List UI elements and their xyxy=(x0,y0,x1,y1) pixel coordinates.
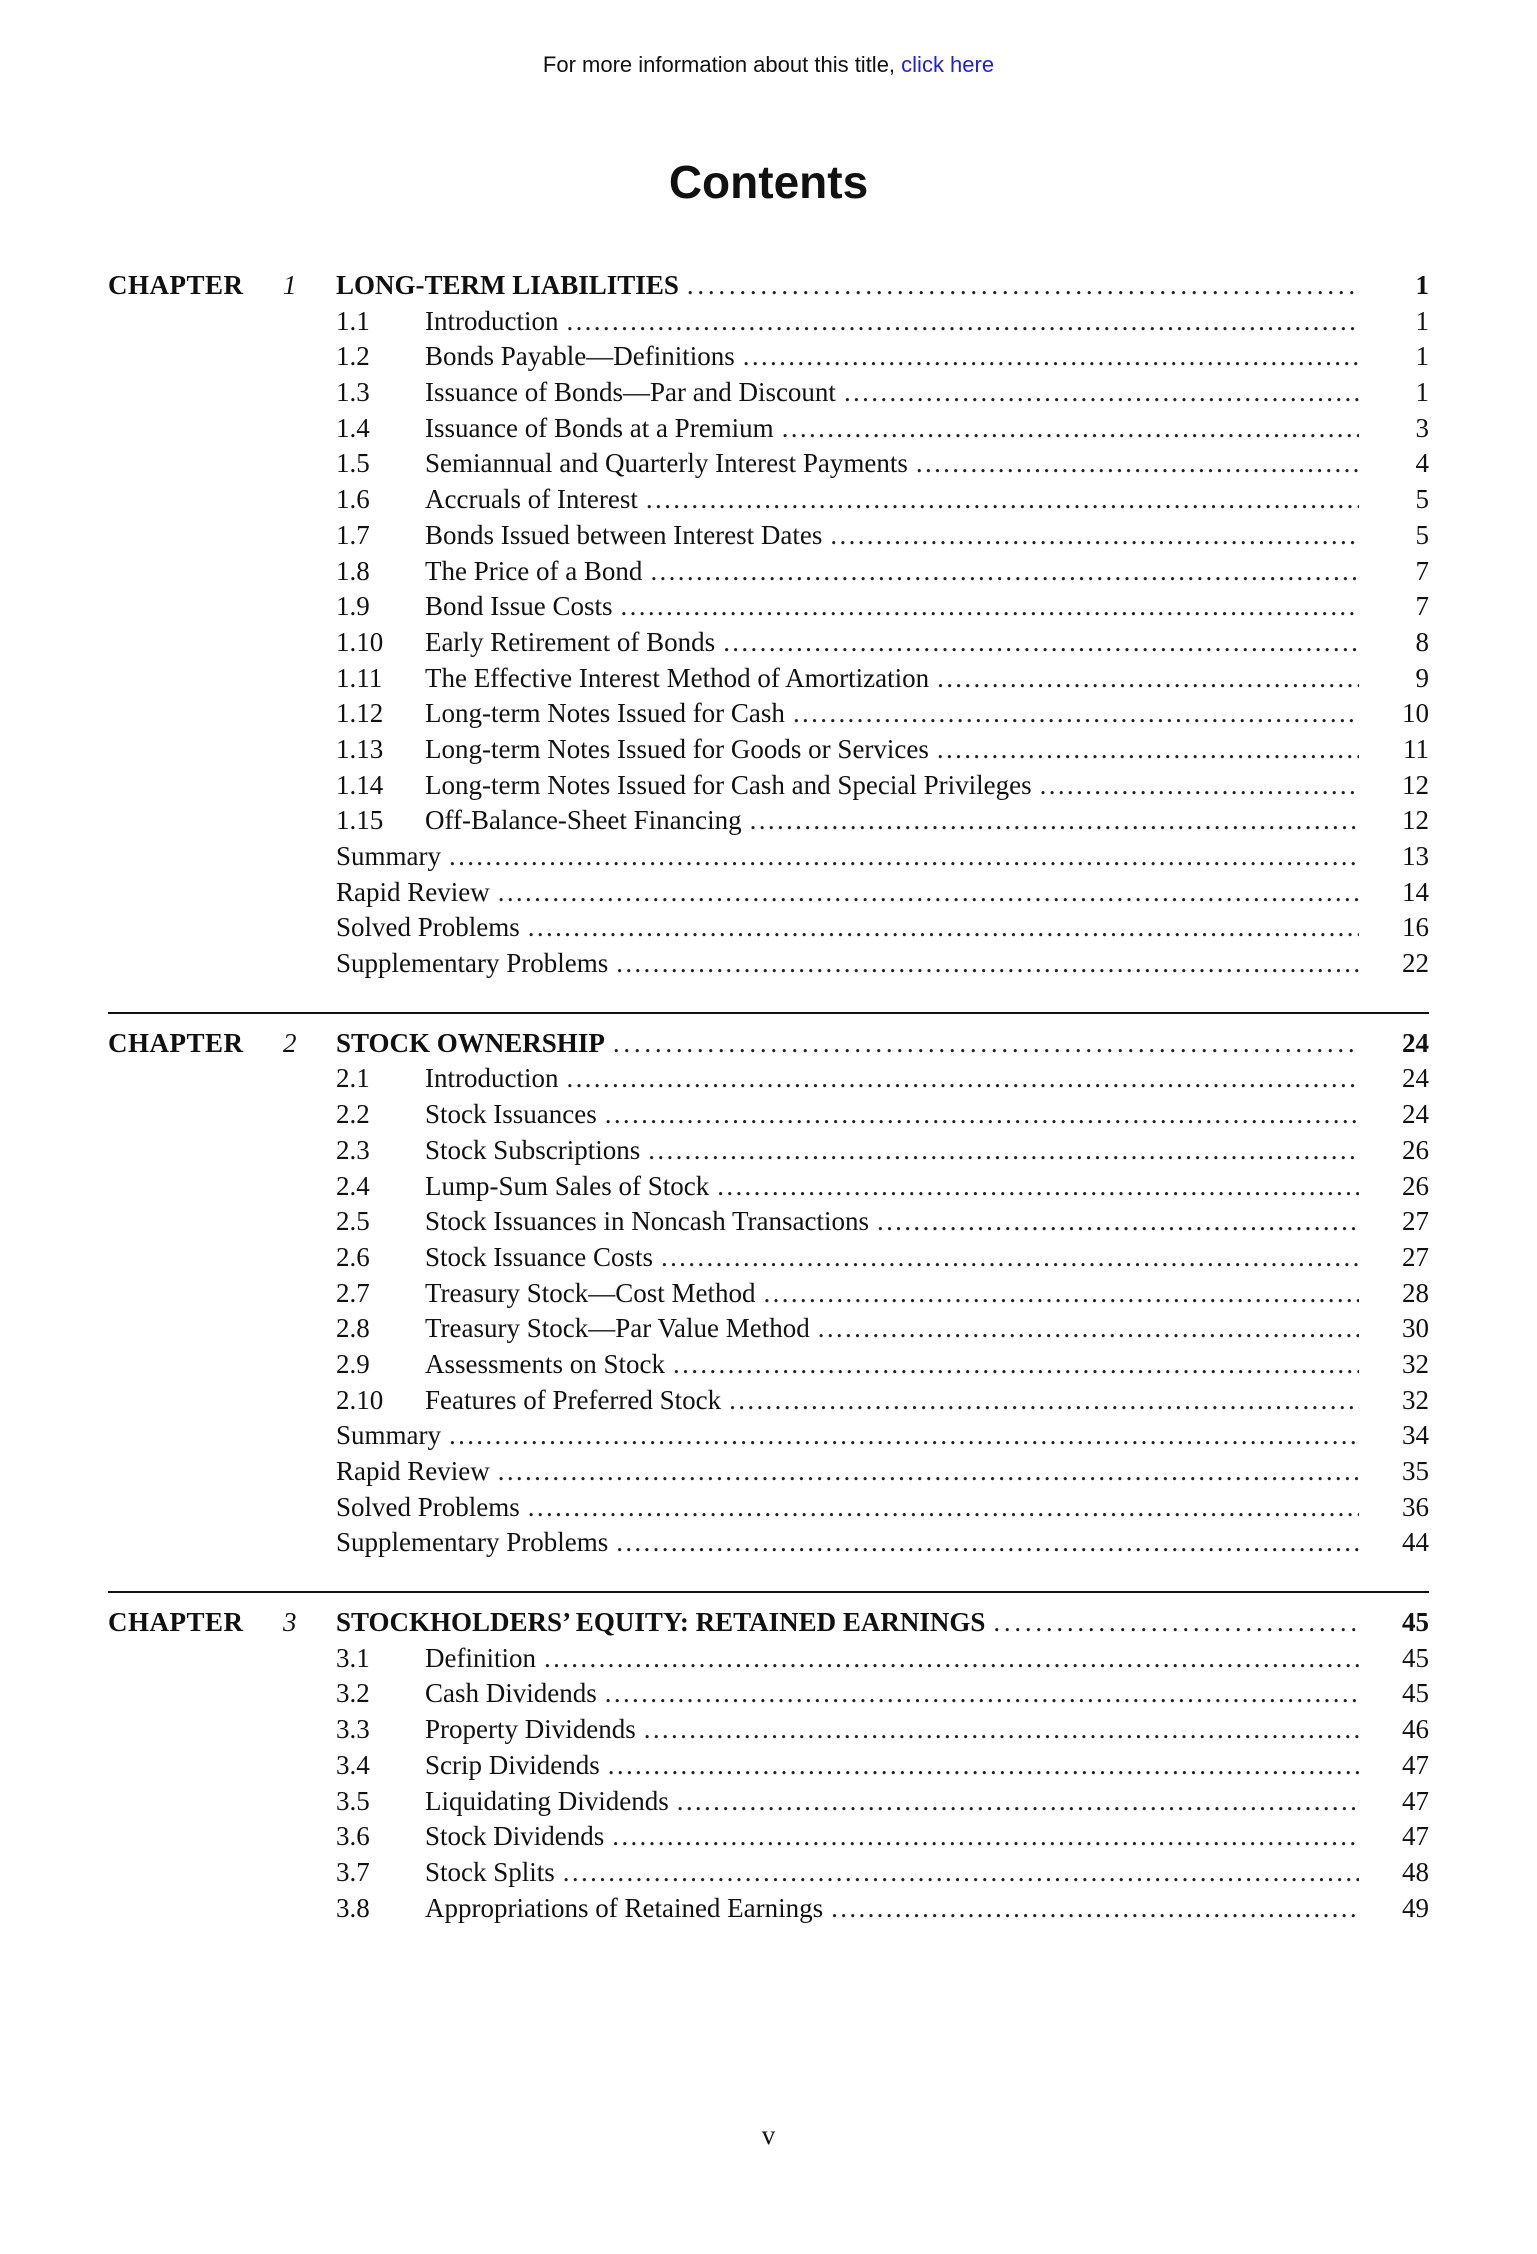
toc-entry[interactable] xyxy=(108,1712,1429,1748)
toc-entry-line xyxy=(336,518,1429,554)
toc-entry[interactable] xyxy=(108,554,1429,590)
dot-leader xyxy=(1040,768,1359,804)
section-page-number: 48 xyxy=(1402,1856,1429,1887)
toc-entry[interactable] xyxy=(108,1454,1429,1490)
toc-entry-line xyxy=(336,839,1429,875)
toc-entry[interactable] xyxy=(108,482,1429,518)
dot-leader xyxy=(563,1855,1359,1891)
section-number: 3.4 xyxy=(336,1749,370,1780)
toc-entry[interactable] xyxy=(108,1133,1429,1169)
toc-entry-line xyxy=(336,910,1429,946)
toc-entry[interactable] xyxy=(108,589,1429,625)
section-page-number: 35 xyxy=(1402,1456,1429,1486)
section-number: 1.15 xyxy=(336,805,384,836)
section-number: 3.6 xyxy=(336,1821,370,1852)
section-page-number: 14 xyxy=(1402,876,1429,907)
page-number: v xyxy=(761,2120,776,2150)
toc-entry-line xyxy=(336,696,1429,732)
toc-entry-line xyxy=(336,732,1429,768)
section-title: Scrip Dividends xyxy=(425,1749,600,1780)
section-number: 2.7 xyxy=(336,1277,370,1308)
section-page-number: 10 xyxy=(1402,698,1429,729)
section-title: Introduction xyxy=(425,305,559,336)
toc-entry[interactable] xyxy=(108,1061,1429,1097)
toc-entry[interactable] xyxy=(108,696,1429,732)
section-title: Features of Preferred Stock xyxy=(425,1384,722,1415)
section-title: Long-term Notes Issued for Cash and Special Privileges xyxy=(425,769,1032,800)
section-page-number: 5 xyxy=(1415,519,1429,550)
section-page-number: 32 xyxy=(1402,1348,1429,1379)
toc-entry-line xyxy=(336,1133,1429,1169)
section-page-number: 44 xyxy=(1402,1527,1429,1558)
section-page-number: 30 xyxy=(1402,1313,1429,1344)
section-title: Semiannual and Quarterly Interest Payments xyxy=(425,448,908,479)
section-number: 1.14 xyxy=(336,769,384,800)
toc-entry[interactable] xyxy=(108,1641,1429,1677)
section-page-number: 32 xyxy=(1402,1384,1429,1415)
dot-leader xyxy=(650,554,1359,590)
toc-entry-line xyxy=(336,1891,1429,1927)
section-title: Appropriations of Retained Earnings xyxy=(425,1892,824,1923)
section-page-number: 12 xyxy=(1402,805,1429,836)
dot-leader xyxy=(844,375,1359,411)
section-number: 2.3 xyxy=(336,1134,370,1165)
toc-entry[interactable] xyxy=(108,1891,1429,1927)
section-page-number: 46 xyxy=(1402,1714,1429,1745)
toc-entry-line xyxy=(336,1855,1429,1891)
section-page-number: 47 xyxy=(1402,1785,1429,1816)
dot-leader xyxy=(916,446,1359,482)
toc-entry-line xyxy=(336,589,1429,625)
section-page-number: 34 xyxy=(1402,1420,1429,1451)
toc-entry-line xyxy=(336,1712,1429,1748)
dot-leader xyxy=(677,1784,1359,1820)
section-number: 1.13 xyxy=(336,733,384,764)
toc-entry[interactable] xyxy=(108,875,1429,911)
section-title: Definition xyxy=(425,1642,536,1673)
toc-entry[interactable] xyxy=(108,1311,1429,1347)
chapter-heading[interactable] xyxy=(108,1605,1429,1641)
section-number: 1.4 xyxy=(336,412,370,443)
chapter-title: STOCKHOLDERS’ EQUITY: RETAINED EARNINGS xyxy=(336,1607,986,1638)
section-number: 1.3 xyxy=(336,377,370,408)
toc-entry-line xyxy=(336,1418,1429,1454)
section-title: The Price of a Bond xyxy=(425,555,643,586)
dot-leader xyxy=(498,875,1359,911)
dot-leader xyxy=(764,1276,1359,1312)
toc-entry-line xyxy=(336,1276,1429,1312)
section-title: Introduction xyxy=(425,1063,559,1094)
dot-leader xyxy=(717,1169,1359,1205)
dot-leader xyxy=(528,910,1359,946)
section-title: Treasury Stock—Par Value Method xyxy=(425,1313,810,1344)
toc-entry-line xyxy=(336,1204,1429,1240)
toc-entry-line xyxy=(336,1454,1429,1490)
dot-leader xyxy=(528,1490,1359,1526)
table-of-contents xyxy=(108,268,1429,1926)
toc-entry-line xyxy=(336,1240,1429,1276)
section-page-number: 12 xyxy=(1402,769,1429,800)
dot-leader xyxy=(937,732,1359,768)
toc-entry-line xyxy=(336,1819,1429,1855)
section-number: 3.3 xyxy=(336,1714,370,1745)
section-page-number: 11 xyxy=(1403,733,1429,764)
toc-entry[interactable] xyxy=(108,1676,1429,1712)
chapter-heading[interactable] xyxy=(108,268,1429,304)
toc-entry-line xyxy=(336,946,1429,982)
chapter-title: STOCK OWNERSHIP xyxy=(336,1027,605,1058)
toc-entry[interactable] xyxy=(108,661,1429,697)
dot-leader xyxy=(937,661,1359,697)
chapter-number: 2 xyxy=(283,1027,297,1058)
dot-leader xyxy=(644,1712,1359,1748)
section-number: 1.5 xyxy=(336,448,370,479)
dot-leader xyxy=(687,268,1359,304)
dot-leader xyxy=(498,1454,1359,1490)
toc-entry-line xyxy=(336,1676,1429,1712)
section-page-number: 8 xyxy=(1415,626,1429,657)
toc-entry-line xyxy=(336,625,1429,661)
toc-entry-line xyxy=(336,411,1429,447)
toc-entry[interactable] xyxy=(108,839,1429,875)
toc-entry[interactable] xyxy=(108,446,1429,482)
toc-entry-line xyxy=(336,1097,1429,1133)
toc-entry[interactable] xyxy=(108,803,1429,839)
section-page-number: 45 xyxy=(1402,1642,1429,1673)
page-title: Contents xyxy=(668,156,869,208)
chapter-block xyxy=(108,268,1429,982)
dot-leader xyxy=(605,1676,1359,1712)
toc-entry-line xyxy=(336,1169,1429,1205)
section-number: 1.8 xyxy=(336,555,370,586)
toc-entry[interactable] xyxy=(108,375,1429,411)
section-page-number: 49 xyxy=(1402,1892,1429,1923)
dot-leader xyxy=(449,839,1359,875)
section-title: Stock Issuance Costs xyxy=(425,1241,653,1272)
section-page-number: 24 xyxy=(1402,1063,1429,1094)
section-title: The Effective Interest Method of Amortization xyxy=(425,662,930,693)
section-page-number: 3 xyxy=(1415,412,1429,443)
dot-leader xyxy=(831,1891,1359,1927)
dot-leader xyxy=(566,1061,1359,1097)
section-number: 1.6 xyxy=(336,484,370,515)
section-title: Bonds Payable—Definitions xyxy=(425,341,735,372)
chapter-label: CHAPTER xyxy=(108,1607,244,1638)
section-number: 3.1 xyxy=(336,1642,370,1673)
dot-leader xyxy=(793,696,1359,732)
section-number: 2.9 xyxy=(336,1348,370,1379)
toc-entry[interactable] xyxy=(108,1418,1429,1454)
dot-leader xyxy=(544,1641,1359,1677)
dot-leader xyxy=(646,482,1359,518)
section-number: 2.2 xyxy=(336,1099,370,1130)
section-title: Solved Problems xyxy=(336,1491,520,1522)
toc-entry-line xyxy=(336,1641,1429,1677)
section-page-number: 27 xyxy=(1402,1206,1429,1237)
toc-entry-line xyxy=(336,482,1429,518)
section-title: Cash Dividends xyxy=(425,1678,597,1709)
section-page-number: 4 xyxy=(1415,448,1429,479)
chapter-page-number: 24 xyxy=(1402,1027,1429,1058)
section-number: 2.6 xyxy=(336,1241,370,1272)
toc-entry[interactable] xyxy=(108,1784,1429,1820)
section-number: 1.1 xyxy=(336,305,370,336)
section-number: 1.7 xyxy=(336,519,370,550)
section-page-number: 7 xyxy=(1415,555,1429,586)
dot-leader xyxy=(993,1605,1359,1641)
chapter-number: 1 xyxy=(283,270,297,300)
section-title: Supplementary Problems xyxy=(336,948,609,979)
section-page-number: 5 xyxy=(1415,484,1429,515)
section-title: Rapid Review xyxy=(336,1456,490,1486)
section-number: 3.8 xyxy=(336,1892,370,1923)
section-number: 3.5 xyxy=(336,1785,370,1816)
dot-leader xyxy=(608,1748,1359,1784)
section-number: 2.10 xyxy=(336,1384,384,1415)
chapter-title-entry xyxy=(336,1605,1429,1641)
toc-entry-line xyxy=(336,339,1429,375)
chapter-label: CHAPTER xyxy=(108,1027,244,1058)
section-page-number: 47 xyxy=(1402,1749,1429,1780)
section-number: 1.11 xyxy=(336,662,383,693)
section-title: Accruals of Interest xyxy=(425,484,638,515)
section-title: Property Dividends xyxy=(425,1714,636,1745)
section-page-number: 1 xyxy=(1415,377,1429,408)
section-title: Issuance of Bonds—Par and Discount xyxy=(425,377,836,408)
toc-entry[interactable] xyxy=(108,1383,1429,1419)
dot-leader xyxy=(673,1347,1359,1383)
section-title: Issuance of Bonds at a Premium xyxy=(425,412,774,443)
toc-entry[interactable] xyxy=(108,1169,1429,1205)
section-page-number: 13 xyxy=(1402,841,1429,871)
chapter-page-number: 1 xyxy=(1415,270,1429,300)
dot-leader xyxy=(877,1204,1359,1240)
dot-leader xyxy=(648,1133,1359,1169)
section-page-number: 24 xyxy=(1402,1099,1429,1130)
section-page-number: 7 xyxy=(1415,591,1429,622)
section-page-number: 36 xyxy=(1402,1491,1429,1522)
dot-leader xyxy=(449,1418,1359,1454)
section-title: Long-term Notes Issued for Cash xyxy=(425,698,785,729)
section-number: 3.2 xyxy=(336,1678,370,1709)
section-page-number: 26 xyxy=(1402,1170,1429,1201)
toc-entry-line xyxy=(336,304,1429,340)
dot-leader xyxy=(566,304,1359,340)
dot-leader xyxy=(605,1097,1359,1133)
section-number: 3.7 xyxy=(336,1856,370,1887)
chapter-page-number: 45 xyxy=(1402,1607,1429,1638)
toc-entry[interactable] xyxy=(108,1276,1429,1312)
more-info-text: For more information about this title, xyxy=(542,52,896,77)
section-page-number: 26 xyxy=(1402,1134,1429,1165)
section-title: Bond Issue Costs xyxy=(425,591,613,622)
section-title: Lump-Sum Sales of Stock xyxy=(425,1170,710,1201)
section-title: Bonds Issued between Interest Dates xyxy=(425,519,823,550)
section-page-number: 1 xyxy=(1415,305,1429,336)
dot-leader xyxy=(616,1525,1359,1561)
toc-entry-line xyxy=(336,446,1429,482)
section-title: Treasury Stock—Cost Method xyxy=(425,1277,756,1308)
section-title: Assessments on Stock xyxy=(425,1348,666,1379)
section-page-number: 1 xyxy=(1415,341,1429,372)
section-title: Summary xyxy=(336,841,441,871)
section-number: 2.8 xyxy=(336,1313,370,1344)
section-title: Off-Balance-Sheet Financing xyxy=(425,805,742,836)
toc-entry[interactable] xyxy=(108,1855,1429,1891)
toc-entry-line xyxy=(336,1748,1429,1784)
toc-entry[interactable] xyxy=(108,1347,1429,1383)
toc-entry-line xyxy=(336,554,1429,590)
section-number: 2.5 xyxy=(336,1206,370,1237)
toc-entry-line xyxy=(336,803,1429,839)
toc-entry[interactable] xyxy=(108,1097,1429,1133)
section-title: Solved Problems xyxy=(336,912,520,943)
section-title: Summary xyxy=(336,1420,441,1451)
dot-leader xyxy=(743,339,1359,375)
section-number: 1.9 xyxy=(336,591,370,622)
toc-entry-line xyxy=(336,875,1429,911)
toc-entry-line xyxy=(336,1784,1429,1820)
section-page-number: 28 xyxy=(1402,1277,1429,1308)
toc-entry-line xyxy=(336,768,1429,804)
toc-entry[interactable] xyxy=(108,1525,1429,1561)
dot-leader xyxy=(661,1240,1359,1276)
chapter-label: CHAPTER xyxy=(108,270,244,300)
toc-entry[interactable] xyxy=(108,1490,1429,1526)
toc-entry-line xyxy=(336,1383,1429,1419)
toc-entry[interactable] xyxy=(108,1748,1429,1784)
toc-entry-line xyxy=(336,661,1429,697)
dot-leader xyxy=(818,1311,1359,1347)
section-page-number: 9 xyxy=(1415,662,1429,693)
chapter-heading[interactable] xyxy=(108,1026,1429,1062)
more-info-banner xyxy=(0,52,1537,78)
dot-leader xyxy=(750,803,1359,839)
toc-entry[interactable] xyxy=(108,518,1429,554)
section-title: Stock Splits xyxy=(425,1856,555,1887)
dot-leader xyxy=(782,411,1359,447)
dot-leader xyxy=(729,1383,1359,1419)
toc-entry-line xyxy=(336,1311,1429,1347)
section-title: Stock Dividends xyxy=(425,1821,605,1852)
section-title: Stock Subscriptions xyxy=(425,1134,641,1165)
toc-entry[interactable] xyxy=(108,625,1429,661)
section-number: 1.2 xyxy=(336,341,370,372)
section-number: 2.4 xyxy=(336,1170,370,1201)
dot-leader xyxy=(613,1026,1359,1062)
dot-leader xyxy=(612,1819,1359,1855)
section-page-number: 22 xyxy=(1402,948,1429,979)
toc-entry[interactable] xyxy=(108,732,1429,768)
chapter-title: LONG-TERM LIABILITIES xyxy=(336,270,679,300)
toc-entry[interactable] xyxy=(108,304,1429,340)
dot-leader xyxy=(830,518,1359,554)
toc-entry[interactable] xyxy=(108,1240,1429,1276)
section-title: Stock Issuances xyxy=(425,1099,597,1130)
toc-entry[interactable] xyxy=(108,411,1429,447)
toc-entry[interactable] xyxy=(108,1204,1429,1240)
toc-entry[interactable] xyxy=(108,339,1429,375)
chapter-title-entry xyxy=(336,268,1429,304)
section-number: 1.12 xyxy=(336,698,384,729)
section-page-number: 47 xyxy=(1402,1821,1429,1852)
section-page-number: 16 xyxy=(1402,912,1429,943)
toc-entry-line xyxy=(336,1061,1429,1097)
toc-entry-line xyxy=(336,1347,1429,1383)
toc-entry-line xyxy=(336,375,1429,411)
section-number: 2.1 xyxy=(336,1063,370,1094)
toc-entry-line xyxy=(336,1525,1429,1561)
section-page-number: 45 xyxy=(1402,1678,1429,1709)
toc-entry[interactable] xyxy=(108,768,1429,804)
section-page-number: 27 xyxy=(1402,1241,1429,1272)
section-title: Early Retirement of Bonds xyxy=(425,626,716,657)
toc-entry[interactable] xyxy=(108,1819,1429,1855)
section-title: Rapid Review xyxy=(336,876,490,907)
section-title: Long-term Notes Issued for Goods or Services xyxy=(425,733,929,764)
section-title: Stock Issuances in Noncash Transactions xyxy=(425,1206,869,1237)
section-title: Supplementary Problems xyxy=(336,1527,609,1558)
toc-entry[interactable] xyxy=(108,910,1429,946)
dot-leader xyxy=(723,625,1359,661)
toc-entry[interactable] xyxy=(108,946,1429,982)
section-title: Liquidating Dividends xyxy=(425,1785,669,1816)
toc-entry-line xyxy=(336,1490,1429,1526)
click-here-link[interactable]: click here xyxy=(901,52,995,77)
dot-leader xyxy=(621,589,1359,625)
chapter-block xyxy=(108,982,1429,1561)
dot-leader xyxy=(616,946,1359,982)
chapter-block xyxy=(108,1561,1429,1926)
chapter-number: 3 xyxy=(283,1607,297,1638)
section-number: 1.10 xyxy=(336,626,384,657)
chapter-title-entry xyxy=(336,1026,1429,1062)
